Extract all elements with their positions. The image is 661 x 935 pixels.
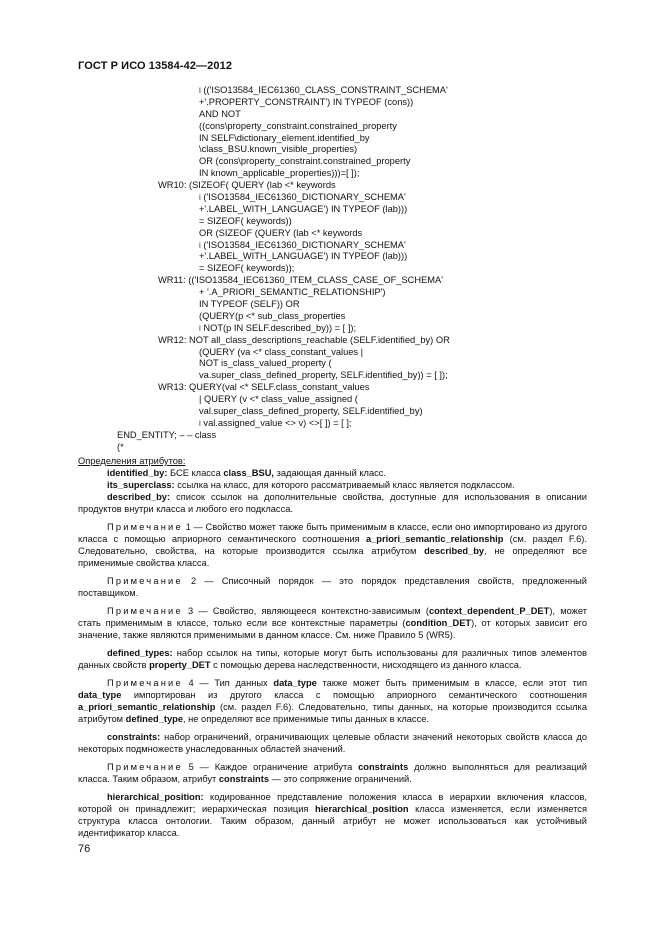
document-header: ГОСТ Р ИСО 13584-42—2012 (78, 60, 233, 72)
attributes-heading: Определения атрибутов: (78, 456, 186, 466)
code-line: ǀ val.assigned_value <> v) <>[ ]) = [ ]; (199, 417, 352, 428)
code-line: END_ENTITY; – – class (117, 429, 217, 440)
code-line: WR13: QUERY(val <* SELF.class_constant_values (158, 382, 370, 393)
code-line: ǀ NOT(p IN SELF.described_by)) = [ ]); (199, 322, 357, 333)
attr-hierarchical-position: hierarchical_position: кодированное представление положения класса в иерархии включения классов, которой он принадлежит; иерархическая позиция hierarchical_position класса изменяется, если изменяется структура класса онтологии. Таким образом, данный атрибут не может использоваться как устойчивый идентификатор класса. (78, 792, 587, 838)
code-line: WR10: (SIZEOF( QUERY (lab <* keywords (158, 180, 336, 191)
code-line: (QUERY (va <* class_constant_values | (199, 346, 364, 357)
code-line: val.super_class_defined_property, SELF.identified_by) (199, 406, 423, 417)
code-line: IN SELF\dictionary_element.identified_by (199, 132, 370, 143)
code-bar-icon: ǀ (199, 88, 201, 95)
code-bar-icon: ǀ (199, 242, 201, 250)
code-line: + '.A_PRIORI_SEMANTIC_RELATIONSHIP') (199, 287, 386, 298)
code-line: (QUERY(p <* sub_class_properties (199, 310, 346, 321)
code-line: \class_BSU.known_visible_properties) (199, 144, 358, 155)
code-line: WR11: (('ISO13584_IEC61360_ITEM_CLASS_CASE_OF_SCHEMA' (158, 275, 443, 286)
code-line: +'.LABEL_WITH_LANGUAGE') IN TYPEOF (lab))) (199, 203, 408, 214)
note-3: Примечание 3 — Свойство, являющееся контекстно-зависимым (context_dependent_P_DET), может стать применимым в классе, только если все контекстные параметры (condition_DET), от которых зависит его значение, также являются применимыми в данном классе. См. ниже Правило 5 (WR5). (78, 605, 588, 640)
code-line: | QUERY (v <* class_value_assigned ( (199, 394, 358, 405)
code-line: (* (117, 441, 124, 452)
code-line: AND NOT (199, 108, 241, 119)
code-line: +'.PROPERTY_CONSTRAINT') IN TYPEOF (cons)) (199, 96, 414, 107)
code-line: IN TYPEOF (SELF)) OR (199, 299, 300, 310)
attr-constraints: constraints: набор ограничений, ограничивающих целевые области значений некоторых свойств класса до некоторых подмножеств унаследованных областей значений. (78, 731, 587, 754)
note-4: Примечание 4 — Тип данных data_type также может быть применимым в классе, если этот тип data_type импортирован из другого класса с помощью априорного семантического соотношения a_priori_semantic_relationship (см. раздел F.6). Следовательно, типы данных, на которые производится ссылка атрибутом defined_type, не определяют все применимые типы данных в классе. (78, 677, 587, 724)
express-code-block (0, 85, 661, 454)
page-number: 76 (78, 843, 91, 855)
attribute-definitions (78, 456, 587, 840)
code-line: OR (cons\property_constraint.constrained_property (199, 156, 411, 167)
code-line: OR (SIZEOF (QUERY (lab <* keywords (199, 227, 363, 238)
code-bar-icon: ǀ (199, 420, 201, 428)
code-line: va.super_class_defined_property, SELF.identified_by)) = [ ]); (199, 370, 448, 381)
code-line: WR12: NOT all_class_descriptions_reachable (SELF.identified_by) OR (158, 334, 450, 345)
attr-defined-types: defined_types: набор ссылок на типы, которые могут быть использованы для различных типов элементов данных свойств property_DET с помощью дерева наследственности, нисходящего из данного класса. (78, 647, 587, 670)
code-line: NOT is_class_valued_property ( (199, 358, 332, 369)
code-line: ǀ ('ISO13584_IEC61360_DICTIONARY_SCHEMA' (199, 192, 406, 203)
code-line: ǀ ('ISO13584_IEC61360_DICTIONARY_SCHEMA' (199, 239, 406, 250)
code-bar-icon: ǀ (199, 325, 201, 333)
code-line: = SIZEOF( keywords)) (199, 215, 292, 226)
code-line: +'.LABEL_WITH_LANGUAGE') IN TYPEOF (lab))) (199, 251, 408, 262)
attr-its-superclass: its_superclass: ссылка на класс, для которого рассматриваемый класс является подклассом. (107, 479, 515, 490)
code-bar-icon: ǀ (199, 195, 201, 203)
code-line: ǀ (('ISO13584_IEC61360_CLASS_CONSTRAINT_SCHEMA' (199, 85, 448, 95)
note-5: Примечание 5 — Каждое ограничение атрибута constraints должно выполняться для реализаций класса. Таким образом, атрибут constraints — это сопряжение ограничений. (78, 762, 587, 784)
note-1: Примечание 1 — Свойство может также быть применимым в классе, если оно импортировано из другого класса с помощью априорного семантического соотношения a_priori_semantic_relationship (см. раздел F.6). Следовательно, свойства, на которые производится ссылка атрибутом described_by, не определяют все применимые свойства класса. (78, 521, 588, 568)
attr-identified-by: identified_by: БСЕ класса class_BSU, задающая данный класс. (107, 467, 386, 478)
note-2: Примечание 2 — Списочный порядок — это порядок представления свойств, предложенный поставщиком. (78, 575, 587, 598)
code-line: = SIZEOF( keywords)); (199, 263, 295, 274)
code-line: IN known_applicable_properties)))=[ ]); (199, 168, 360, 179)
attr-described-by: described_by: список ссылок на дополнительные свойства, доступные для использования в описании продуктов внутри класса и любого его подкласса. (78, 491, 587, 514)
code-line: ((cons\property_constraint.constrained_property (199, 120, 397, 131)
